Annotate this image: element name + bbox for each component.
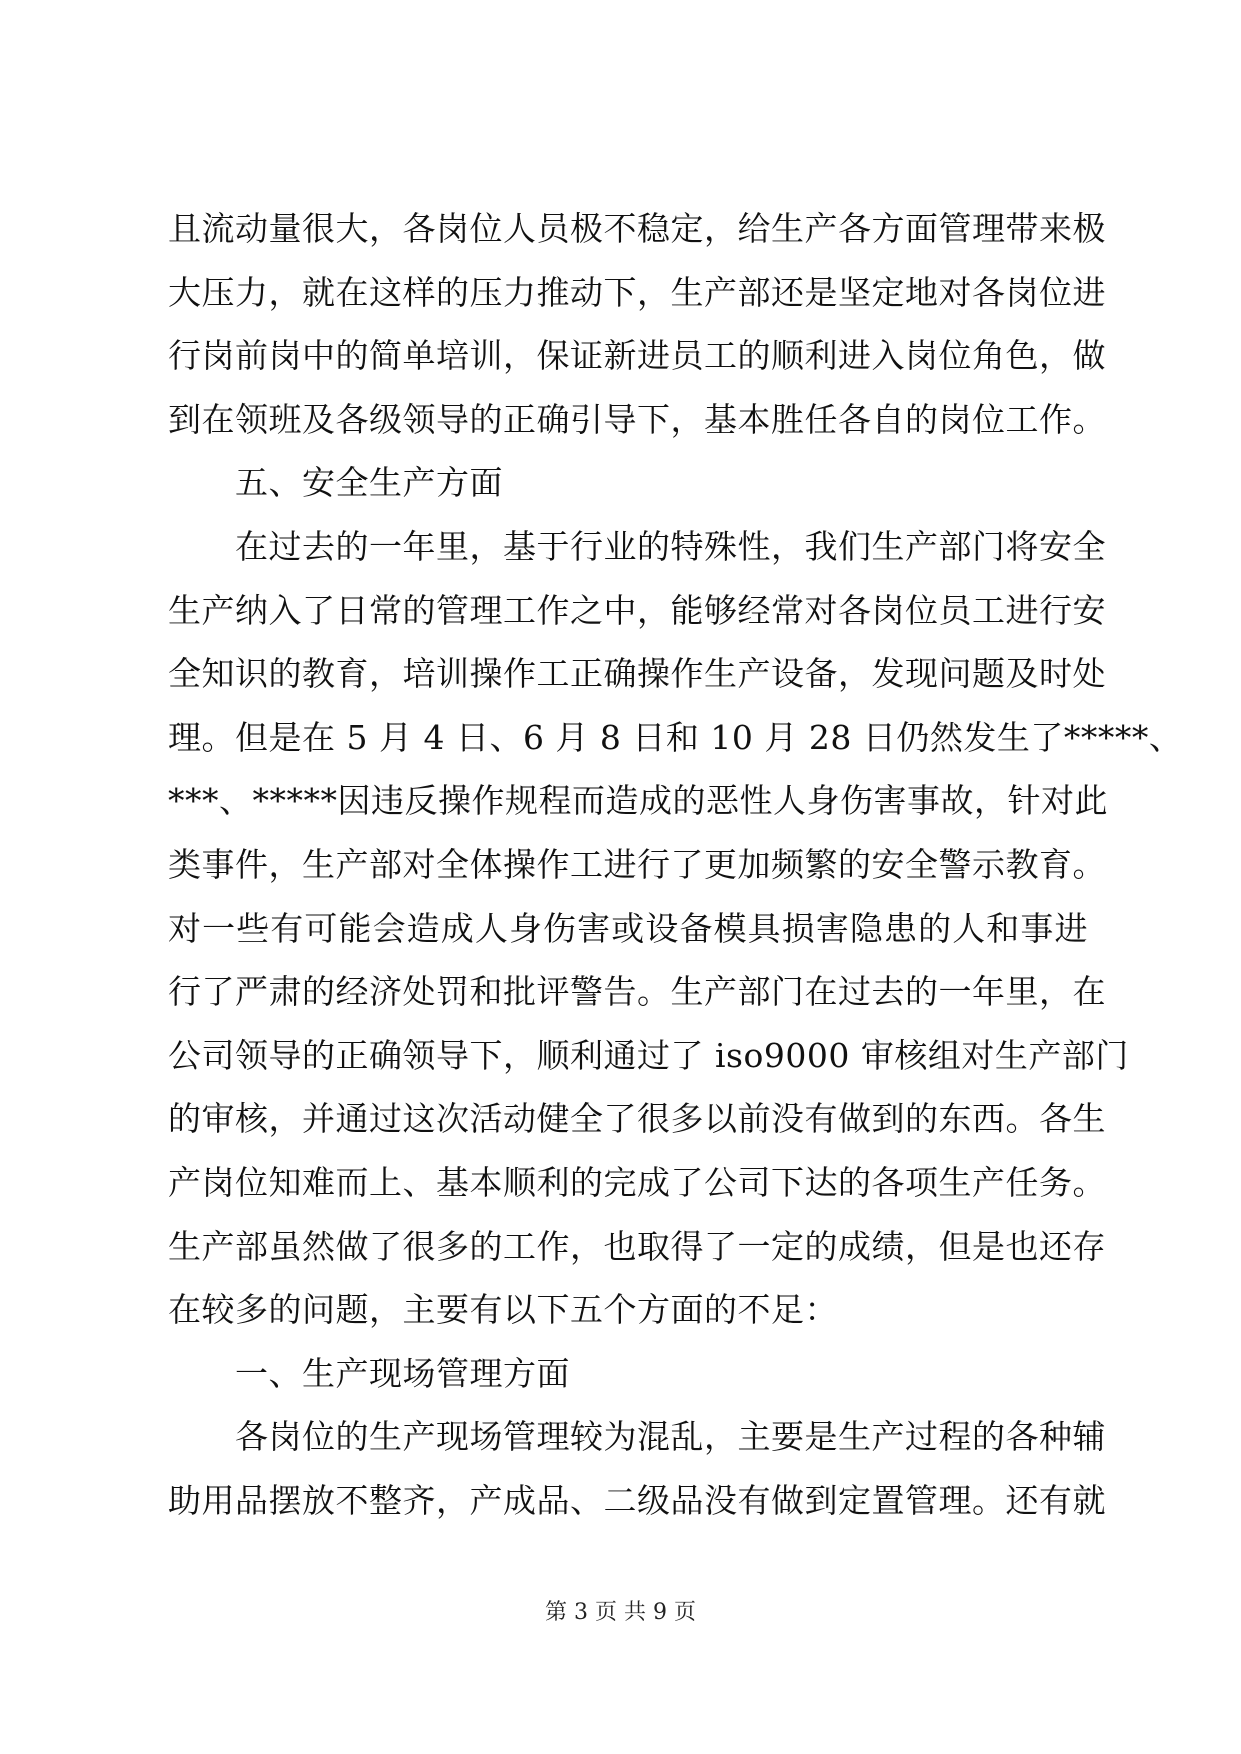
page-footer: 第 3 页 共 9 页	[545, 1600, 696, 1625]
text-line: 生产纳入了日常的管理工作之中，能够经常对各岗位员工进行安	[168, 590, 1106, 630]
text-line: 类事件，生产部对全体操作工进行了更加频繁的安全警示教育。	[168, 844, 1106, 884]
text-line: ***、*****因违反操作规程而造成的恶性人身伤害事故，针对此	[168, 781, 1108, 821]
text-line: 的审核，并通过这次活动健全了很多以前没有做到的东西。各生	[168, 1099, 1106, 1139]
text-line: 全知识的教育，培训操作工正确操作生产设备，发现问题及时处	[168, 654, 1106, 694]
text-line: 助用品摆放不整齐，产成品、二级品没有做到定置管理。还有就	[168, 1480, 1106, 1520]
text-line: 生产部虽然做了很多的工作，也取得了一定的成绩，但是也还存	[168, 1226, 1106, 1266]
text-line: 产岗位知难而上、基本顺利的完成了公司下达的各项生产任务。	[168, 1162, 1106, 1202]
text-line: 到在领班及各级领导的正确引导下，基本胜任各自的岗位工作。	[168, 399, 1106, 439]
section-heading: 五、安全生产方面	[235, 463, 503, 503]
paragraph-first-line: 在过去的一年里，基于行业的特殊性，我们生产部门将安全	[235, 526, 1106, 566]
text-line: 在较多的问题，主要有以下五个方面的不足：	[168, 1290, 838, 1330]
text-line: 且流动量很大，各岗位人员极不稳定，给生产各方面管理带来极	[168, 209, 1106, 248]
text-line: 对一些有可能会造成人身伤害或设备模具损害隐患的人和事进	[168, 908, 1088, 948]
document-body	[168, 197, 1183, 1532]
paragraph-first-line: 各岗位的生产现场管理较为混乱，主要是生产过程的各种辅	[235, 1417, 1106, 1457]
text-line: 行岗前岗中的简单培训，保证新进员工的顺利进入岗位角色，做	[168, 336, 1106, 376]
text-line: 行了严肃的经济处罚和批评警告。生产部门在过去的一年里，在	[168, 972, 1106, 1012]
text-line: 公司领导的正确领导下，顺利通过了 iso9000 审核组对生产部门	[168, 1035, 1129, 1075]
text-line: 理。但是在 5 月 4 日、6 月 8 日和 10 月 28 日仍然发生了*****、	[168, 717, 1183, 757]
section-heading: 一、生产现场管理方面	[235, 1353, 570, 1393]
text-line: 大压力，就在这样的压力推动下，生产部还是坚定地对各岗位进	[168, 272, 1106, 312]
